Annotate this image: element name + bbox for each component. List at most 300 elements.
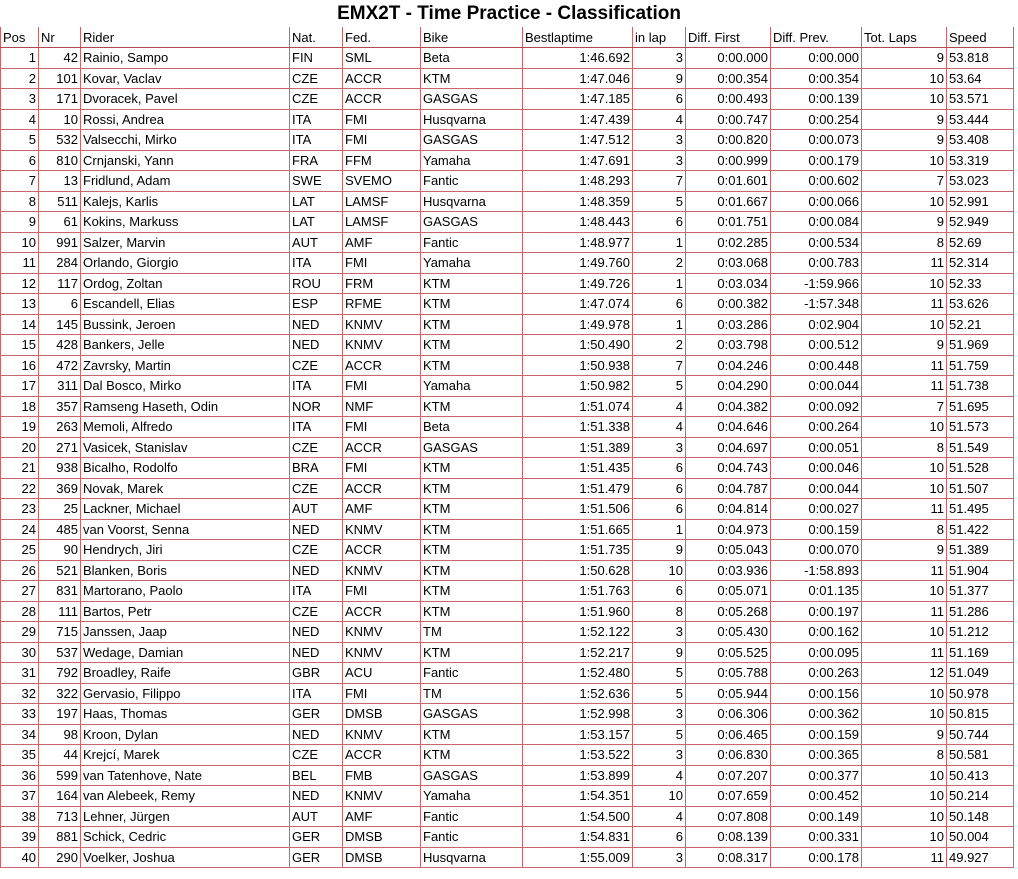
cell-bike: KTM <box>421 724 523 745</box>
cell-bike: Fantic <box>421 827 523 848</box>
cell-pos: 28 <box>1 601 39 622</box>
cell-bike: GASGAS <box>421 89 523 110</box>
cell-fed: NMF <box>343 396 421 417</box>
cell-rider: Ordog, Zoltan <box>81 273 290 294</box>
table-row <box>1 396 1014 417</box>
cell-tot-laps: 11 <box>862 499 947 520</box>
cell-tot-laps: 11 <box>862 560 947 581</box>
cell-rider: Vasicek, Stanislav <box>81 437 290 458</box>
cell-rider: Escandell, Elias <box>81 294 290 315</box>
cell-fed: ACCR <box>343 745 421 766</box>
table-row <box>1 232 1014 253</box>
cell-nat: GBR <box>290 663 343 684</box>
table-row <box>1 765 1014 786</box>
cell-pos: 13 <box>1 294 39 315</box>
cell-fed: KNMV <box>343 642 421 663</box>
column-header-rider: Rider <box>81 27 290 48</box>
cell-nat: GER <box>290 847 343 868</box>
cell-diff-prev: 0:00.162 <box>771 622 862 643</box>
cell-rider: Rossi, Andrea <box>81 109 290 130</box>
cell-rider: Dvoracek, Pavel <box>81 89 290 110</box>
cell-speed: 50.214 <box>947 786 1014 807</box>
table-row <box>1 827 1014 848</box>
cell-diff-prev: 0:00.044 <box>771 478 862 499</box>
cell-speed: 53.319 <box>947 150 1014 171</box>
cell-diff-prev: 0:00.197 <box>771 601 862 622</box>
cell-nat: CZE <box>290 355 343 376</box>
cell-fed: ACCR <box>343 437 421 458</box>
cell-pos: 14 <box>1 314 39 335</box>
cell-nr: 164 <box>39 786 81 807</box>
cell-nr: 145 <box>39 314 81 335</box>
cell-nr: 521 <box>39 560 81 581</box>
cell-nr: 322 <box>39 683 81 704</box>
cell-nat: BRA <box>290 458 343 479</box>
cell-speed: 50.581 <box>947 745 1014 766</box>
cell-fed: KNMV <box>343 519 421 540</box>
cell-tot-laps: 9 <box>862 724 947 745</box>
cell-in-lap: 4 <box>633 396 686 417</box>
cell-diff-first: 0:00.820 <box>686 130 771 151</box>
cell-nr: 511 <box>39 191 81 212</box>
table-row <box>1 355 1014 376</box>
table-row <box>1 745 1014 766</box>
cell-fed: SML <box>343 48 421 69</box>
cell-speed: 51.422 <box>947 519 1014 540</box>
cell-nr: 111 <box>39 601 81 622</box>
page-title: EMX2T - Time Practice - Classification <box>337 3 681 24</box>
cell-speed: 51.695 <box>947 396 1014 417</box>
cell-in-lap: 4 <box>633 806 686 827</box>
cell-speed: 51.738 <box>947 376 1014 397</box>
cell-bike: KTM <box>421 458 523 479</box>
cell-nat: CZE <box>290 745 343 766</box>
cell-bike: Beta <box>421 48 523 69</box>
cell-in-lap: 9 <box>633 540 686 561</box>
cell-in-lap: 5 <box>633 724 686 745</box>
cell-pos: 2 <box>1 68 39 89</box>
cell-diff-first: 0:06.306 <box>686 704 771 725</box>
cell-tot-laps: 11 <box>862 642 947 663</box>
cell-speed: 52.33 <box>947 273 1014 294</box>
cell-diff-first: 0:03.068 <box>686 253 771 274</box>
cell-nr: 311 <box>39 376 81 397</box>
cell-bike: KTM <box>421 519 523 540</box>
cell-bestlaptime: 1:50.982 <box>523 376 633 397</box>
cell-bike: Yamaha <box>421 786 523 807</box>
cell-nr: 428 <box>39 335 81 356</box>
cell-fed: FMB <box>343 765 421 786</box>
table-row <box>1 376 1014 397</box>
cell-tot-laps: 10 <box>862 478 947 499</box>
cell-bestlaptime: 1:52.217 <box>523 642 633 663</box>
cell-nr: 44 <box>39 745 81 766</box>
cell-pos: 20 <box>1 437 39 458</box>
cell-bestlaptime: 1:51.763 <box>523 581 633 602</box>
cell-diff-first: 0:07.808 <box>686 806 771 827</box>
cell-bike: GASGAS <box>421 130 523 151</box>
cell-bestlaptime: 1:47.046 <box>523 68 633 89</box>
cell-diff-first: 0:04.246 <box>686 355 771 376</box>
cell-bike: Husqvarna <box>421 191 523 212</box>
table-row <box>1 314 1014 335</box>
cell-diff-first: 0:03.286 <box>686 314 771 335</box>
cell-tot-laps: 10 <box>862 89 947 110</box>
cell-rider: Blanken, Boris <box>81 560 290 581</box>
cell-pos: 18 <box>1 396 39 417</box>
cell-diff-first: 0:03.936 <box>686 560 771 581</box>
cell-nat: ITA <box>290 683 343 704</box>
cell-bike: Yamaha <box>421 253 523 274</box>
cell-nr: 938 <box>39 458 81 479</box>
cell-rider: Orlando, Giorgio <box>81 253 290 274</box>
cell-speed: 52.21 <box>947 314 1014 335</box>
cell-nat: ITA <box>290 376 343 397</box>
cell-in-lap: 6 <box>633 499 686 520</box>
cell-diff-first: 0:00.000 <box>686 48 771 69</box>
cell-in-lap: 6 <box>633 458 686 479</box>
cell-speed: 51.573 <box>947 417 1014 438</box>
cell-in-lap: 7 <box>633 171 686 192</box>
cell-bestlaptime: 1:53.899 <box>523 765 633 786</box>
cell-rider: Kroon, Dylan <box>81 724 290 745</box>
table-row <box>1 417 1014 438</box>
column-header-diff-prev: Diff. Prev. <box>771 27 862 48</box>
table-row <box>1 294 1014 315</box>
table-row <box>1 335 1014 356</box>
cell-bike: KTM <box>421 314 523 335</box>
cell-nat: CZE <box>290 89 343 110</box>
cell-rider: Wedage, Damian <box>81 642 290 663</box>
cell-pos: 29 <box>1 622 39 643</box>
cell-rider: Bartos, Petr <box>81 601 290 622</box>
cell-diff-prev: 0:00.159 <box>771 724 862 745</box>
cell-tot-laps: 10 <box>862 806 947 827</box>
table-row <box>1 724 1014 745</box>
cell-diff-prev: -1:58.893 <box>771 560 862 581</box>
column-header-in-lap: in lap <box>633 27 686 48</box>
cell-bike: KTM <box>421 540 523 561</box>
cell-diff-first: 0:00.999 <box>686 150 771 171</box>
cell-diff-prev: 0:00.095 <box>771 642 862 663</box>
table-row <box>1 191 1014 212</box>
cell-diff-first: 0:05.788 <box>686 663 771 684</box>
cell-in-lap: 1 <box>633 519 686 540</box>
cell-nr: 290 <box>39 847 81 868</box>
cell-in-lap: 1 <box>633 314 686 335</box>
cell-pos: 30 <box>1 642 39 663</box>
cell-tot-laps: 9 <box>862 335 947 356</box>
cell-bestlaptime: 1:51.435 <box>523 458 633 479</box>
cell-tot-laps: 9 <box>862 540 947 561</box>
cell-bike: GASGAS <box>421 437 523 458</box>
table-row <box>1 150 1014 171</box>
cell-fed: ACCR <box>343 355 421 376</box>
column-header-bestlaptime: Bestlaptime <box>523 27 633 48</box>
cell-nr: 792 <box>39 663 81 684</box>
cell-fed: LAMSF <box>343 212 421 233</box>
cell-nr: 357 <box>39 396 81 417</box>
cell-diff-first: 0:02.285 <box>686 232 771 253</box>
cell-nat: ITA <box>290 253 343 274</box>
cell-nr: 599 <box>39 765 81 786</box>
cell-tot-laps: 7 <box>862 171 947 192</box>
cell-tot-laps: 11 <box>862 847 947 868</box>
cell-tot-laps: 10 <box>862 68 947 89</box>
cell-fed: ACCR <box>343 601 421 622</box>
cell-bike: Fantic <box>421 232 523 253</box>
cell-bike: Husqvarna <box>421 847 523 868</box>
table-row <box>1 478 1014 499</box>
cell-tot-laps: 10 <box>862 765 947 786</box>
cell-in-lap: 10 <box>633 560 686 581</box>
cell-in-lap: 3 <box>633 745 686 766</box>
cell-nat: GER <box>290 827 343 848</box>
cell-speed: 53.818 <box>947 48 1014 69</box>
cell-pos: 22 <box>1 478 39 499</box>
cell-nat: AUT <box>290 806 343 827</box>
cell-fed: KNMV <box>343 314 421 335</box>
cell-tot-laps: 9 <box>862 212 947 233</box>
cell-diff-prev: 0:00.264 <box>771 417 862 438</box>
cell-diff-prev: 0:00.377 <box>771 765 862 786</box>
cell-bike: KTM <box>421 396 523 417</box>
table-row <box>1 847 1014 868</box>
cell-bestlaptime: 1:51.735 <box>523 540 633 561</box>
cell-pos: 35 <box>1 745 39 766</box>
cell-diff-prev: 0:00.362 <box>771 704 862 725</box>
table-row <box>1 601 1014 622</box>
cell-bestlaptime: 1:48.977 <box>523 232 633 253</box>
cell-diff-prev: 0:00.331 <box>771 827 862 848</box>
cell-fed: KNMV <box>343 622 421 643</box>
cell-nr: 485 <box>39 519 81 540</box>
cell-tot-laps: 10 <box>862 683 947 704</box>
cell-diff-prev: 0:00.000 <box>771 48 862 69</box>
cell-bike: GASGAS <box>421 765 523 786</box>
cell-bestlaptime: 1:47.512 <box>523 130 633 151</box>
cell-speed: 51.969 <box>947 335 1014 356</box>
cell-diff-prev: 0:00.254 <box>771 109 862 130</box>
cell-pos: 34 <box>1 724 39 745</box>
cell-nat: BEL <box>290 765 343 786</box>
cell-in-lap: 6 <box>633 89 686 110</box>
cell-speed: 50.978 <box>947 683 1014 704</box>
cell-tot-laps: 8 <box>862 232 947 253</box>
column-header-nat: Nat. <box>290 27 343 48</box>
cell-rider: Martorano, Paolo <box>81 581 290 602</box>
cell-diff-prev: -1:59.966 <box>771 273 862 294</box>
cell-pos: 16 <box>1 355 39 376</box>
cell-in-lap: 3 <box>633 847 686 868</box>
table-row <box>1 171 1014 192</box>
cell-rider: Crnjanski, Yann <box>81 150 290 171</box>
cell-bestlaptime: 1:47.691 <box>523 150 633 171</box>
table-row <box>1 663 1014 684</box>
cell-nat: SWE <box>290 171 343 192</box>
cell-diff-prev: 0:00.452 <box>771 786 862 807</box>
cell-speed: 52.991 <box>947 191 1014 212</box>
cell-rider: Rainio, Sampo <box>81 48 290 69</box>
cell-nr: 42 <box>39 48 81 69</box>
cell-tot-laps: 10 <box>862 314 947 335</box>
cell-pos: 1 <box>1 48 39 69</box>
cell-diff-first: 0:06.830 <box>686 745 771 766</box>
cell-bestlaptime: 1:54.500 <box>523 806 633 827</box>
cell-nr: 881 <box>39 827 81 848</box>
cell-pos: 11 <box>1 253 39 274</box>
cell-pos: 21 <box>1 458 39 479</box>
column-header-tot-laps: Tot. Laps <box>862 27 947 48</box>
cell-in-lap: 5 <box>633 683 686 704</box>
cell-rider: Krejcí, Marek <box>81 745 290 766</box>
cell-bestlaptime: 1:48.293 <box>523 171 633 192</box>
cell-rider: Voelker, Joshua <box>81 847 290 868</box>
cell-fed: AMF <box>343 499 421 520</box>
cell-bestlaptime: 1:52.122 <box>523 622 633 643</box>
table-row <box>1 68 1014 89</box>
cell-in-lap: 7 <box>633 355 686 376</box>
cell-fed: FMI <box>343 130 421 151</box>
cell-bestlaptime: 1:53.522 <box>523 745 633 766</box>
cell-diff-prev: 0:00.066 <box>771 191 862 212</box>
cell-nat: NED <box>290 519 343 540</box>
cell-nat: ITA <box>290 417 343 438</box>
column-header-pos: Pos <box>1 27 39 48</box>
cell-nr: 472 <box>39 355 81 376</box>
cell-speed: 50.413 <box>947 765 1014 786</box>
cell-fed: ACU <box>343 663 421 684</box>
cell-diff-first: 0:00.354 <box>686 68 771 89</box>
cell-bike: Fantic <box>421 806 523 827</box>
cell-speed: 51.904 <box>947 560 1014 581</box>
cell-pos: 9 <box>1 212 39 233</box>
cell-fed: ACCR <box>343 540 421 561</box>
cell-speed: 51.507 <box>947 478 1014 499</box>
cell-nat: NED <box>290 642 343 663</box>
cell-nat: NED <box>290 786 343 807</box>
table-row <box>1 499 1014 520</box>
cell-nat: CZE <box>290 437 343 458</box>
cell-rider: Valsecchi, Mirko <box>81 130 290 151</box>
cell-diff-first: 0:04.382 <box>686 396 771 417</box>
cell-fed: FMI <box>343 253 421 274</box>
cell-in-lap: 4 <box>633 765 686 786</box>
cell-bestlaptime: 1:49.978 <box>523 314 633 335</box>
cell-nat: CZE <box>290 478 343 499</box>
cell-speed: 51.495 <box>947 499 1014 520</box>
cell-nr: 6 <box>39 294 81 315</box>
cell-rider: Schick, Cedric <box>81 827 290 848</box>
cell-nr: 991 <box>39 232 81 253</box>
cell-diff-first: 0:04.743 <box>686 458 771 479</box>
cell-rider: Bankers, Jelle <box>81 335 290 356</box>
cell-bestlaptime: 1:47.074 <box>523 294 633 315</box>
cell-in-lap: 2 <box>633 253 686 274</box>
cell-pos: 27 <box>1 581 39 602</box>
cell-rider: Lehner, Jürgen <box>81 806 290 827</box>
cell-nr: 171 <box>39 89 81 110</box>
cell-rider: Memoli, Alfredo <box>81 417 290 438</box>
cell-rider: Salzer, Marvin <box>81 232 290 253</box>
table-row <box>1 212 1014 233</box>
cell-bike: Beta <box>421 417 523 438</box>
cell-bestlaptime: 1:51.960 <box>523 601 633 622</box>
cell-rider: Gervasio, Filippo <box>81 683 290 704</box>
cell-tot-laps: 10 <box>862 622 947 643</box>
cell-nat: AUT <box>290 232 343 253</box>
cell-tot-laps: 10 <box>862 827 947 848</box>
cell-speed: 53.571 <box>947 89 1014 110</box>
cell-in-lap: 5 <box>633 376 686 397</box>
cell-diff-prev: 0:00.602 <box>771 171 862 192</box>
cell-bestlaptime: 1:48.443 <box>523 212 633 233</box>
cell-diff-first: 0:05.525 <box>686 642 771 663</box>
cell-diff-first: 0:04.697 <box>686 437 771 458</box>
cell-pos: 40 <box>1 847 39 868</box>
cell-nr: 810 <box>39 150 81 171</box>
column-header-nr: Nr <box>39 27 81 48</box>
cell-rider: Kovar, Vaclav <box>81 68 290 89</box>
cell-nr: 713 <box>39 806 81 827</box>
cell-tot-laps: 11 <box>862 376 947 397</box>
cell-bike: TM <box>421 622 523 643</box>
cell-diff-first: 0:03.798 <box>686 335 771 356</box>
cell-diff-first: 0:05.071 <box>686 581 771 602</box>
cell-bestlaptime: 1:50.490 <box>523 335 633 356</box>
cell-in-lap: 9 <box>633 642 686 663</box>
cell-fed: ACCR <box>343 68 421 89</box>
cell-in-lap: 5 <box>633 191 686 212</box>
cell-nr: 25 <box>39 499 81 520</box>
cell-pos: 7 <box>1 171 39 192</box>
cell-pos: 37 <box>1 786 39 807</box>
cell-bike: KTM <box>421 294 523 315</box>
cell-nat: NOR <box>290 396 343 417</box>
cell-nr: 532 <box>39 130 81 151</box>
cell-bike: KTM <box>421 745 523 766</box>
cell-diff-first: 0:07.659 <box>686 786 771 807</box>
cell-rider: Bicalho, Rodolfo <box>81 458 290 479</box>
cell-rider: Dal Bosco, Mirko <box>81 376 290 397</box>
cell-diff-prev: 0:00.139 <box>771 89 862 110</box>
cell-diff-first: 0:07.207 <box>686 765 771 786</box>
cell-nr: 537 <box>39 642 81 663</box>
cell-pos: 17 <box>1 376 39 397</box>
cell-tot-laps: 10 <box>862 786 947 807</box>
cell-bike: KTM <box>421 642 523 663</box>
table-row <box>1 642 1014 663</box>
cell-diff-prev: 0:00.149 <box>771 806 862 827</box>
cell-rider: Hendrych, Jiri <box>81 540 290 561</box>
cell-tot-laps: 12 <box>862 663 947 684</box>
cell-diff-prev: 0:00.534 <box>771 232 862 253</box>
cell-nat: LAT <box>290 212 343 233</box>
cell-fed: AMF <box>343 232 421 253</box>
cell-tot-laps: 8 <box>862 437 947 458</box>
cell-speed: 53.64 <box>947 68 1014 89</box>
cell-diff-prev: 0:00.027 <box>771 499 862 520</box>
table-row <box>1 622 1014 643</box>
cell-fed: FFM <box>343 150 421 171</box>
cell-pos: 5 <box>1 130 39 151</box>
cell-nat: AUT <box>290 499 343 520</box>
cell-bestlaptime: 1:54.831 <box>523 827 633 848</box>
cell-in-lap: 9 <box>633 68 686 89</box>
cell-diff-prev: 0:00.159 <box>771 519 862 540</box>
column-header-bike: Bike <box>421 27 523 48</box>
table-row <box>1 458 1014 479</box>
